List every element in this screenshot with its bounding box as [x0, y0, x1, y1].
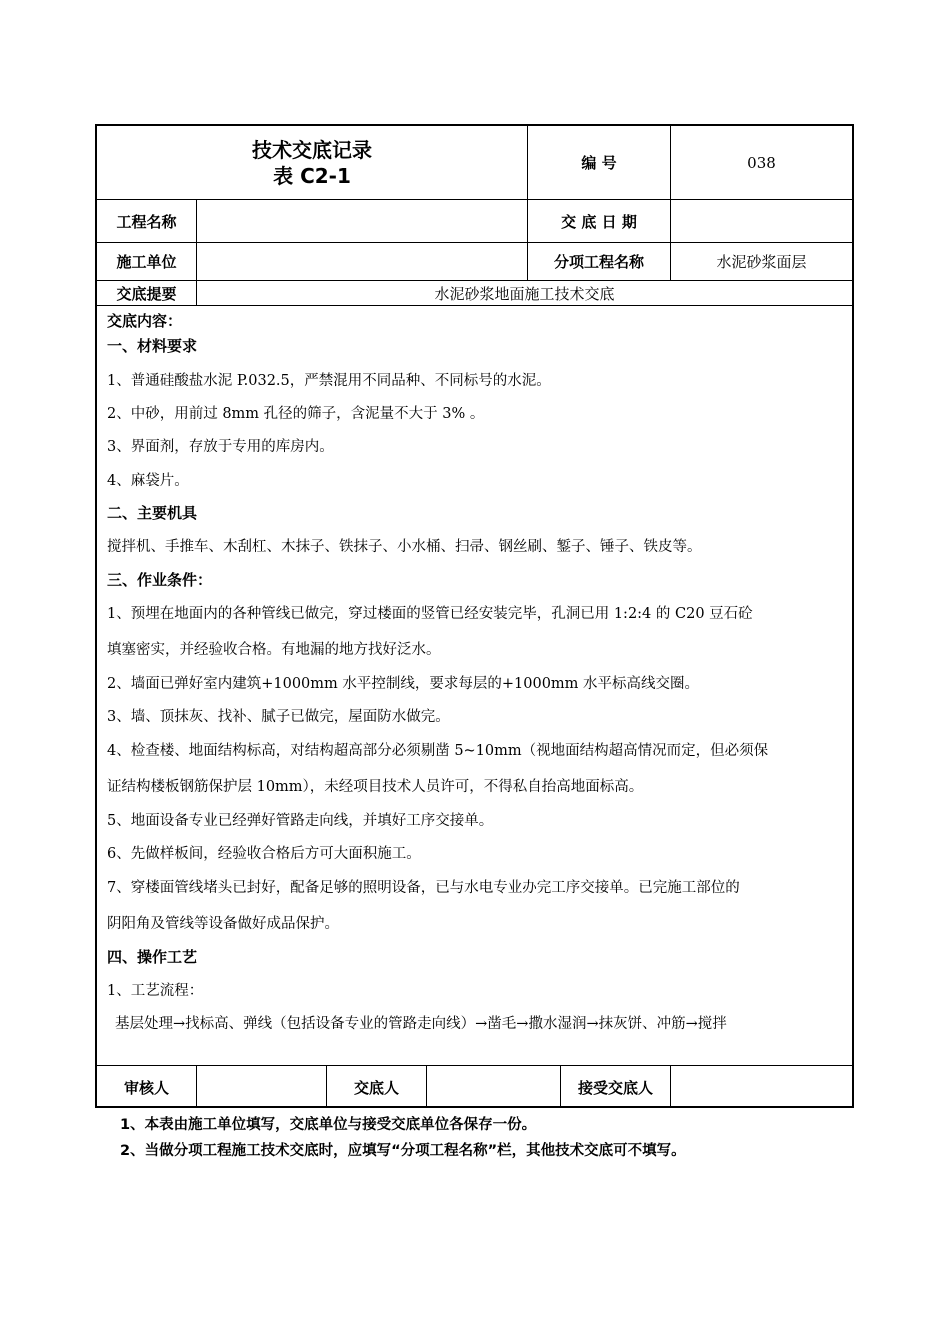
conditions-item-5: 5、地面设备专业已经弹好管路走向线，并填好工序交接单。 [107, 813, 494, 829]
disclosure-content [97, 306, 852, 1066]
date-label: 交 底 日 期 [527, 200, 670, 242]
construction-unit-value[interactable] [196, 243, 527, 280]
section-materials-title: 一、材料要求 [107, 337, 198, 355]
signature-row [97, 1066, 852, 1108]
materials-item-1: 1、普通硅酸盐水泥 P.032.5，严禁混用不同品种、不同标号的水泥。 [107, 373, 551, 389]
summary-value[interactable]: 水泥砂浆地面施工技术交底 [196, 281, 852, 305]
reviewer-value[interactable] [196, 1066, 326, 1108]
conditions-item-7a: 7、穿楼面管线堵头已封好，配备足够的照明设备，已与水电专业办完工序交接单。已完施工部位的 [107, 880, 740, 896]
conditions-item-1a: 1、预埋在地面内的各种管线已做完，穿过楼面的竖管已经安装完毕，孔洞已用 1:2:4 的 C20 豆石砼 [107, 606, 753, 622]
receiver-value[interactable] [670, 1066, 852, 1108]
footer-note-1: 1、本表由施工单位填写，交底单位与接受交底单位各保存一份。 [120, 1117, 537, 1133]
presenter-label: 交底人 [326, 1066, 426, 1108]
project-name-label: 工程名称 [116, 212, 177, 231]
process-item-1: 1、工艺流程： [107, 983, 204, 999]
project-name-row [97, 200, 852, 243]
subproject-value[interactable]: 水泥砂浆面层 [670, 243, 852, 280]
project-name-value[interactable] [196, 200, 527, 242]
title-cell [97, 126, 527, 199]
conditions-item-4b: 证结构楼板钢筋保护层 10mm），未经项目技术人员许可，不得私自抬高地面标高。 [107, 779, 644, 795]
receiver-label: 接受交底人 [560, 1066, 670, 1108]
materials-item-2: 2、中砂，用前过 8mm 孔径的筛子，含泥量不大于 3% 。 [107, 406, 485, 422]
process-flow: 基层处理→找标高、弹线（包括设备专业的管路走向线）→凿毛→撒水湿润→抹灰饼、冲筋→搅拌 [115, 1016, 727, 1032]
materials-item-3: 3、界面剂，存放于专用的库房内。 [107, 439, 334, 455]
number-label: 编 号 [527, 126, 670, 199]
tools-list: 搅拌机、手推车、木刮杠、木抹子、铁抹子、小水桶、扫帚、钢丝刷、錾子、锤子、铁皮等。 [107, 539, 702, 555]
number-value: 038 [670, 126, 852, 199]
footer-note-2: 2、当做分项工程施工技术交底时，应填写“分项工程名称”栏，其他技术交底可不填写。 [120, 1143, 686, 1159]
technical-disclosure-form [95, 124, 854, 1108]
conditions-item-1b: 填塞密实，并经验收合格。有地漏的地方找好泛水。 [107, 642, 441, 658]
construction-unit-row [97, 243, 852, 281]
conditions-item-4a: 4、检查楼、地面结构标高，对结构超高部分必须剔凿 5~10mm（视地面结构超高情况而定，但必须保 [107, 743, 769, 759]
conditions-item-7b: 阴阳角及管线等设备做好成品保护。 [107, 916, 339, 932]
conditions-item-6: 6、先做样板间，经验收合格后方可大面积施工。 [107, 846, 421, 862]
content-intro: 交底内容： [107, 312, 183, 330]
section-process-title: 四、操作工艺 [107, 948, 198, 966]
conditions-item-2: 2、墙面已弹好室内建筑+1000mm 水平控制线，要求每层的+1000mm 水平标高线交圈。 [107, 676, 700, 692]
date-value[interactable] [670, 200, 852, 242]
header-row [97, 126, 852, 200]
section-tools-title: 二、主要机具 [107, 504, 198, 522]
materials-item-4: 4、麻袋片。 [107, 473, 189, 489]
section-conditions-title: 三、作业条件： [107, 571, 213, 589]
presenter-value[interactable] [426, 1066, 560, 1108]
reviewer-label: 审核人 [123, 1078, 169, 1097]
summary-row [97, 281, 852, 306]
form-code: 表 C2-1 [273, 163, 351, 188]
summary-label: 交底提要 [116, 284, 177, 303]
subproject-label: 分项工程名称 [527, 243, 670, 280]
form-title: 技术交底记录 [252, 137, 372, 162]
construction-unit-label: 施工单位 [116, 253, 177, 271]
conditions-item-3: 3、墙、顶抹灰、找补、腻子已做完，屋面防水做完。 [107, 709, 450, 725]
